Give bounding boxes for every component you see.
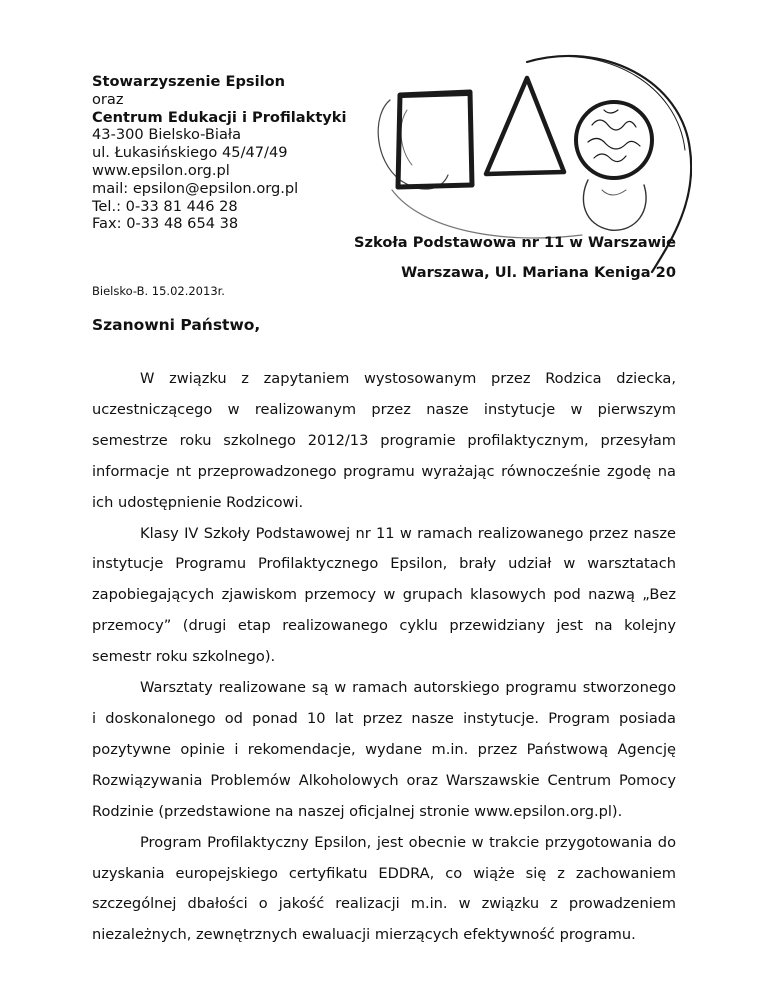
sender-website: www.epsilon.org.pl: [92, 161, 230, 179]
paragraph: Klasy IV Szkoły Podstawowej nr 11 w ramach realizowanego przez nasze instytucje Programu Profilaktycznego Epsilon, brały udział w warsztatach zapobiegających zjawiskom przemocy w grupach klasowych pod nazwą „Bez przemocy” (drugi etap realizowanego cyklu przewidziany jest na kolejny semestr roku szkolnego).: [92, 524, 676, 666]
greeting: Szanowni Państwo,: [92, 316, 261, 334]
sender-phone: Tel.: 0-33 81 446 28: [92, 197, 238, 215]
recipient-name: Szkoła Podstawowa nr 11 w Warszawie: [354, 234, 676, 251]
paragraph: Warsztaty realizowane są w ramach autorskiego programu stworzonego i doskonalonego od ponad 10 lat przez nasze instytucje. Program posiada pozytywne opinie i rekomendacje, wydane m.in. przez Państwową Agencję Rozwiązywania Problemów Alkoholowych oraz Warszawskie Centrum Pomocy Rodzinie (przedstawione na naszej oficjalnej stronie www.epsilon.org.pl).: [92, 679, 676, 820]
recipient-address: Warszawa, Ul. Mariana Keniga 20: [401, 264, 676, 281]
sender-email: mail: epsilon@epsilon.org.pl: [92, 179, 299, 197]
letter-body: [92, 364, 676, 951]
sender-fax: Fax: 0-33 48 654 38: [92, 215, 239, 233]
sender-street: ul. Łukasińskiego 45/47/49: [92, 144, 288, 162]
sender-org-name: Stowarzyszenie Epsilon: [92, 73, 286, 90]
paragraph: Program Profilaktyczny Epsilon, jest obecnie w trakcie przygotowania do uzyskania europejskiego certyfikatu EDDRA, co wiąże się z zachowaniem szczególnej dbałości o jakość realizacji m.in. w związku z prowadzeniem niezależnych, zewnętrznych ewaluacji mierzących efektywność programu.: [92, 833, 676, 944]
sender-org-name-2: Centrum Edukacji i Profilaktyki: [92, 108, 347, 126]
sender-postal: 43-300 Bielsko-Biała: [92, 126, 242, 144]
paragraph: W związku z zapytaniem wystosowanym przez Rodzica dziecka, uczestniczącego w realizowanym przez nasze instytucje w pierwszym semestrze roku szkolnego 2012/13 programie profilaktycznym, przesyłam informacje nt przeprowadzonego programu wyrażając równocześnie zgodę na ich udostępnienie Rodzicowi.: [92, 370, 676, 511]
sender-block: [92, 73, 347, 233]
recipient-block: [354, 228, 676, 288]
sender-conjunction: oraz: [92, 90, 124, 108]
letter-date: Bielsko-B. 15.02.2013r.: [92, 284, 225, 298]
